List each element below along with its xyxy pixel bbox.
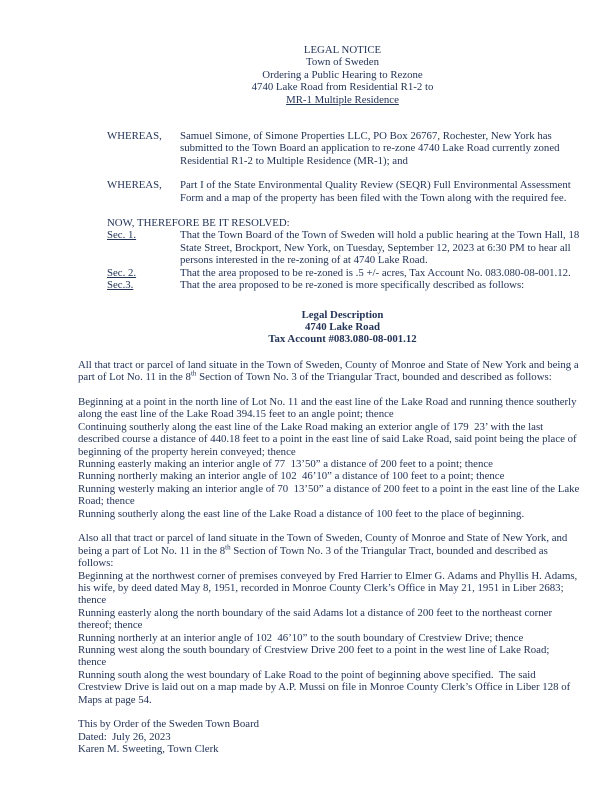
body-paragraph: Running southerly along the east line of the Lake Road a distance of 100 feet to the place of beginning. bbox=[78, 507, 525, 520]
whereas-section bbox=[0, 130, 612, 204]
whereas-row-2 bbox=[107, 179, 580, 204]
sec-row-1 bbox=[107, 229, 580, 266]
whereas-row-1 bbox=[107, 130, 580, 167]
legal-description-heading bbox=[107, 309, 578, 346]
body-paragraph: Running northerly at an interior angle of 102 46’10” to the south boundary of Crestview Drive; thence bbox=[78, 631, 524, 644]
footer-order-line: This by Order of the Sweden Town Board bbox=[78, 718, 260, 731]
footer-dated-line: Dated: July 26, 2023 bbox=[78, 730, 171, 743]
footer-clerk-line: Karen M. Sweeting, Town Clerk bbox=[78, 743, 219, 756]
body-paragraph: Continuing southerly along the east line of the Lake Road making an exterior angle of 179 23’ with the last described course a distance of 440.18 feet to a point in the east line of said Lake Road, said point being the place of beginning of the property herein conveyed; thence bbox=[78, 420, 580, 458]
whereas-text-2: Part I of the State Environmental Quality Review (SEQR) Full Environmental Assessment Form and a map of the property has been filed with the Town along with the required fee. bbox=[180, 179, 574, 204]
sec-text-1: That the Town Board of the Town of Sweden will hold a public hearing at the Town Hall, 18 State Street, Brockport, New York, on Tuesday, September 12, 2023 at 6:30 PM to hear all persons interested in the re-zoning of at 4740 Lake Road. bbox=[180, 229, 582, 267]
resolved-sections bbox=[0, 229, 612, 291]
legal-heading-tax-account: Tax Account #083.080-08-001.12 bbox=[268, 333, 417, 346]
body-paragraph: Running westerly making an interior angle of 70 13’50” a distance of 200 feet to a point in the east line of the Lake Road; thence bbox=[78, 482, 583, 508]
legal-description-body bbox=[78, 358, 583, 706]
body-paragraph: Also all that tract or parcel of land situate in the Town of Sweden, County of Monroe and State of New York, and being a part of Lot No. 11 in the 8th Section of Town No. 3 of the Triangular Tract, bounded and described as follows: bbox=[78, 532, 571, 570]
header-line-address: 4740 Lake Road from Residential R1-2 to bbox=[251, 81, 434, 94]
resolved-heading: NOW, THEREFORE BE IT RESOLVED: bbox=[107, 217, 290, 230]
sec-label-2: Sec. 2. bbox=[107, 266, 137, 279]
body-paragraph: All that tract or parcel of land situate in the Town of Sweden, County of Monroe and State of New York and being a part of Lot No. 11 in the 8th Section of Town No. 3 of the Triangular Tract, bounded and described as follows: bbox=[78, 358, 582, 384]
sec-row-3 bbox=[107, 279, 580, 291]
whereas-label-2: WHEREAS, bbox=[107, 179, 162, 192]
notice-header bbox=[107, 44, 578, 106]
header-line-ordering: Ordering a Public Hearing to Rezone bbox=[262, 68, 423, 81]
body-paragraph: Beginning at a point in the north line of Lot No. 11 and the east line of the Lake Road and running thence southerly along the east line of the Lake Road 394.15 feet to an angle point; thence bbox=[78, 395, 580, 421]
body-paragraph: Running south along the west boundary of Lake Road to the point of beginning above specified. The said Crestview Drive is laid out on a map made by A.P. Mussi on file in Monroe County Clerk’s Office in Liber 128 of Maps at page 54. bbox=[78, 668, 573, 706]
whereas-label-1: WHEREAS, bbox=[107, 130, 162, 143]
whereas-text-1: Samuel Simone, of Simone Properties LLC, PO Box 26767, Rochester, New York has submitted to the Town Board an application to re-zone 4740 Lake Road currently zoned Residential R1-2 to Multiple Residence (MR-1); and bbox=[180, 130, 563, 167]
header-line-legal-notice: LEGAL NOTICE bbox=[303, 44, 382, 56]
legal-heading-address: 4740 Lake Road bbox=[305, 320, 380, 333]
sec-text-2: That the area proposed to be re-zoned is .5 +/- acres, Tax Account No. 083.080-08-001.12. bbox=[180, 266, 571, 279]
header-line-town: Town of Sweden bbox=[305, 56, 379, 69]
body-paragraph: Running northerly making an interior angle of 102 46’10” a distance of 100 feet to a point; thence bbox=[78, 470, 505, 483]
body-paragraph: Running easterly along the north boundary of the said Adams lot a distance of 200 feet to the northeast corner thereof; thence bbox=[78, 606, 555, 632]
legal-heading-title: Legal Description bbox=[301, 308, 384, 321]
footer-block bbox=[78, 718, 580, 755]
body-paragraph: Running easterly making an interior angle of 77 13’50” a distance of 200 feet to a point; thence bbox=[78, 457, 493, 470]
sec-label-3: Sec.3. bbox=[107, 279, 134, 292]
body-paragraph: Beginning at the northwest corner of premises conveyed by Fred Harrier to Elmer G. Adams and Phyllis H. Adams, his wife, by deed dated May 8, 1951, recorded in Monroe County Clerk’s Office in May 21, 1951 in Liber 2683; thence bbox=[78, 569, 580, 607]
sec-row-2 bbox=[107, 267, 580, 279]
body-paragraph: Running west along the south boundary of Crestview Drive 200 feet to a point in the west line of Lake Road; thence bbox=[78, 644, 553, 669]
sec-text-3: That the area proposed to be re-zoned is more specifically described as follows: bbox=[180, 279, 525, 292]
header-line-mr1: MR-1 Multiple Residence bbox=[286, 93, 399, 106]
sec-label-1: Sec. 1. bbox=[107, 229, 137, 242]
